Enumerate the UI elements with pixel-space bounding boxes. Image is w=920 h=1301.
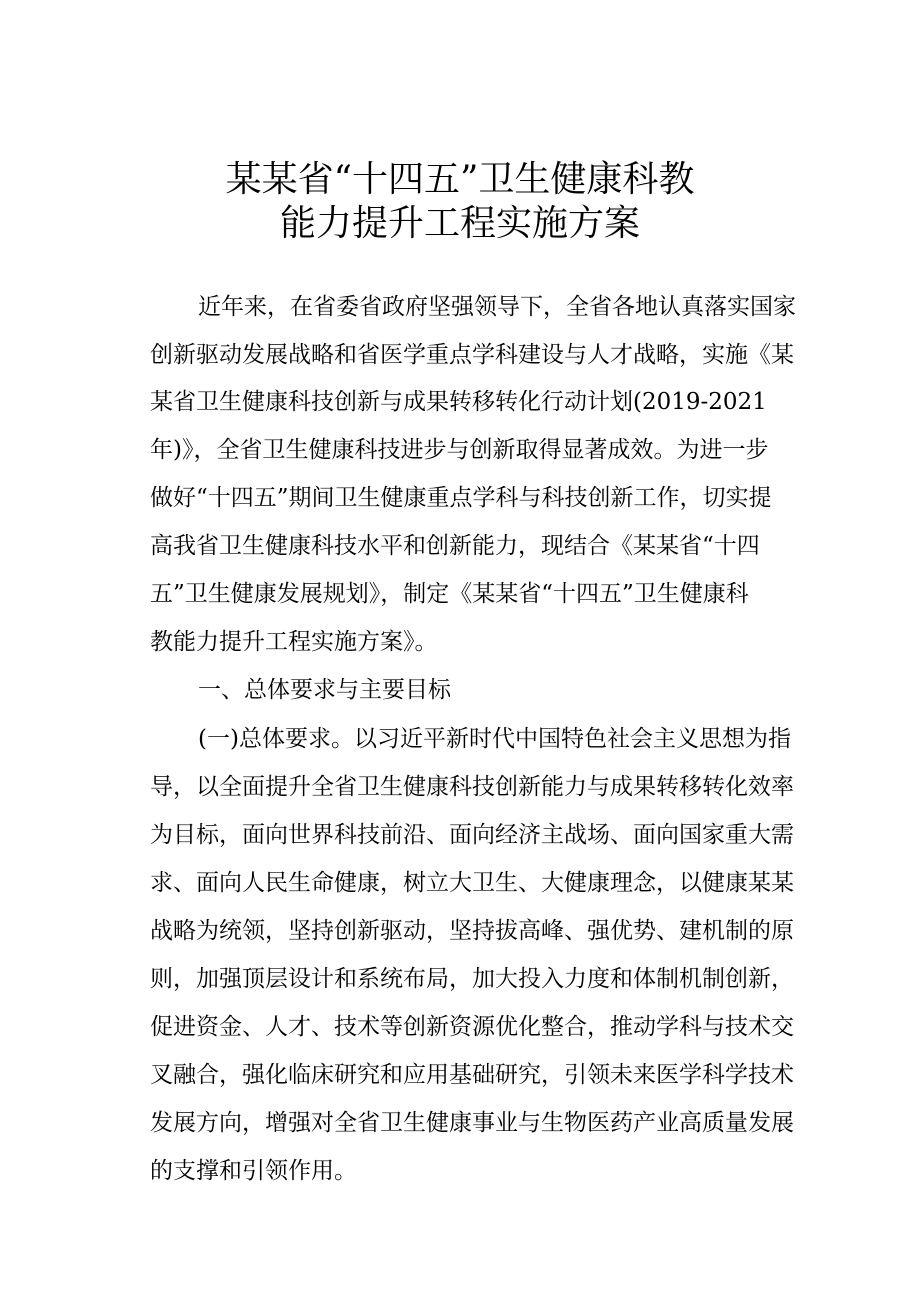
intro-paragraph-line: 教能力提升工程实施方案》。	[150, 629, 438, 655]
section-paragraph-line: 发展方向，增强对全省卫生健康事业与生物医药产业高质量发展	[150, 1110, 794, 1136]
intro-paragraph-line: 近年来，在省委省政府坚强领导下，全省各地认真落实国家	[198, 294, 796, 320]
section-paragraph-line: (一)总体要求。以习近平新时代中国特色社会主义思想为指	[198, 726, 791, 752]
section-paragraph-line: 的支撑和引领作用。	[150, 1158, 357, 1184]
section-paragraph-line: 叉融合，强化临床研究和应用基础研究，引领未来医学科学技术	[150, 1062, 794, 1088]
section-paragraph-line: 则，加强顶层设计和系统布局，加大投入力度和体制机制创新，	[150, 966, 794, 992]
section-paragraph-line: 求、面向人民生命健康，树立大卫生、大健康理念，以健康某某	[150, 870, 794, 896]
intro-paragraph-line: 年)》，全省卫生健康科技进步与创新取得显著成效。为进一步	[150, 437, 769, 463]
intro-paragraph-line: 高我省卫生健康科技水平和创新能力，现结合《某某省“十四	[150, 533, 760, 559]
section-paragraph-line: 为目标，面向世界科技前沿、面向经济主战场、面向国家重大需	[150, 822, 794, 848]
section-paragraph-line: 促进资金、人才、技术等创新资源优化整合，推动学科与技术交	[150, 1014, 794, 1040]
section-paragraph-line: 战略为统领，坚持创新驱动，坚持拔高峰、强优势、建机制的原	[150, 918, 794, 944]
intro-paragraph-line: 五”卫生健康发展规划》，制定《某某省“十四五”卫生健康科	[150, 581, 749, 607]
document-title-line-2: 能力提升工程实施方案	[279, 203, 640, 244]
intro-paragraph-line: 创新驱动发展战略和省医学重点学科建设与人才战略，实施《某	[150, 342, 794, 368]
document-title-line-1: 某某省“十四五”卫生健康科教	[225, 159, 695, 200]
section-heading: 一、总体要求与主要目标	[198, 677, 451, 703]
intro-paragraph-line: 某省卫生健康科技创新与成果转移转化行动计划(2019-2021	[150, 389, 767, 415]
section-paragraph-line: 导，以全面提升全省卫生健康科技创新能力与成果转移转化效率	[150, 774, 794, 800]
intro-paragraph-line: 做好“十四五”期间卫生健康重点学科与科技创新工作，切实提	[150, 485, 772, 511]
